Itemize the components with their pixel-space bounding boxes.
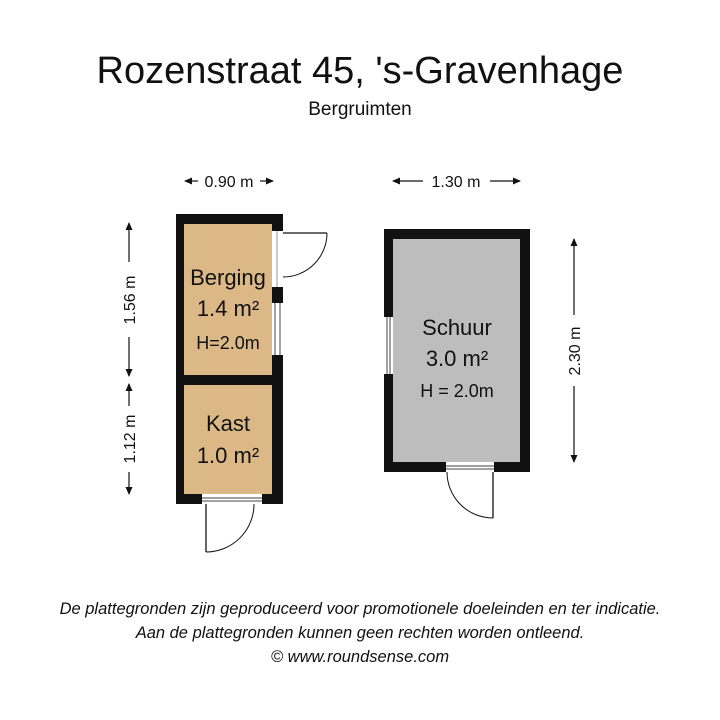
berging-name: Berging [190, 265, 266, 290]
kast-floor [184, 385, 272, 494]
disclaimer-line-2: Aan de plattegronden kunnen geen rechten worden ontleend. [135, 624, 585, 642]
schuur-area: 3.0 m² [425, 346, 489, 371]
schuur-height: H = 2.0m [420, 381, 494, 401]
berging-height: H=2.0m [196, 333, 260, 353]
plan-subtitle: Bergruimten [308, 99, 412, 120]
shed-height-label: 2.30 m [567, 326, 584, 376]
berging-area: 1.4 m² [196, 296, 260, 321]
berging-window [272, 303, 283, 355]
kast-area: 1.0 m² [196, 443, 260, 468]
berging-door [283, 233, 327, 277]
schuur-door [446, 462, 494, 518]
berging-height-label: 1.56 m [122, 275, 139, 325]
schuur-window [384, 317, 393, 374]
disclaimer-line-1: De plattegronden zijn geproduceerd voor promotionele doeleinden en ter indicatie. [59, 600, 661, 618]
address-title: Rozenstraat 45, 's-Gravenhage [96, 50, 624, 92]
kast-height-label: 1.12 m [122, 414, 139, 464]
shed-width-label: 1.30 m [431, 174, 481, 191]
kast-door [202, 494, 262, 552]
copyright-line: © www.roundsense.com [270, 648, 450, 666]
kast-name: Kast [205, 411, 251, 436]
schuur-name: Schuur [422, 315, 492, 340]
storage-width-label: 0.90 m [204, 174, 254, 191]
shed-building [384, 229, 530, 518]
